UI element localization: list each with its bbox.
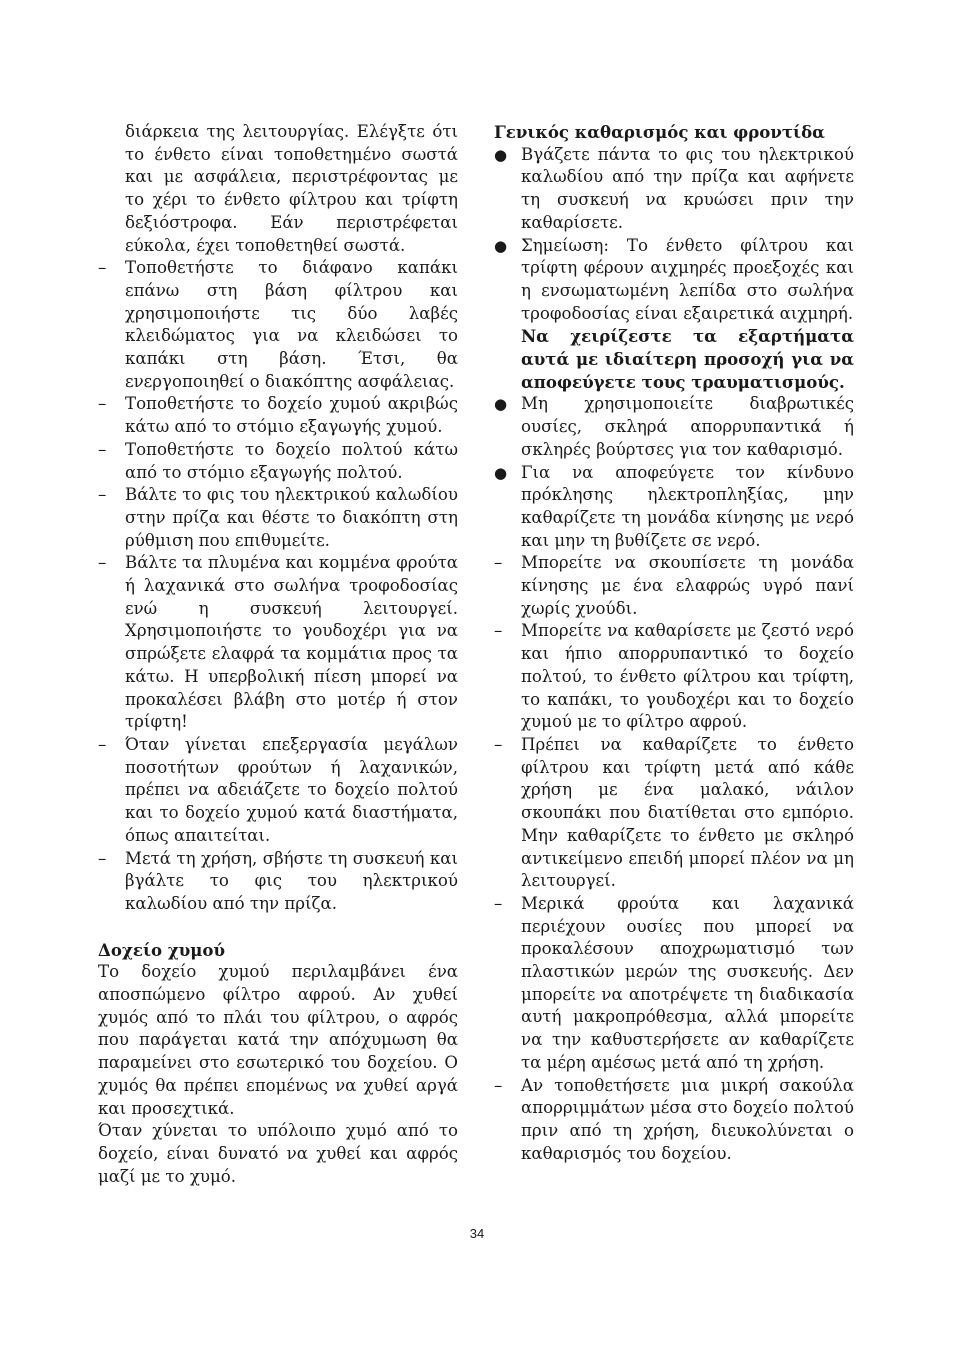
juice-paragraph-2: Όταν χύνεται το υπόλοιπο χυμό από το δοχείο, είναι δυνατό να χυθεί και αφρός μαζί με το χυμό. [98, 1121, 458, 1186]
warning-text: Να χειρίζεστε τα εξαρτήματα αυτά με ιδιαίτερη προσοχή για να αποφεύγετε τους τραυματισμούς. [521, 326, 854, 392]
dash-text: Μπορείτε να σκουπίσετε τη μονάδα κίνησης με ένα ελαφρώς υγρό πανί χωρίς χνούδι. [521, 553, 854, 618]
dash-marker: – [98, 394, 107, 414]
step-item [98, 552, 458, 734]
intro-paragraph [98, 121, 458, 257]
step-item [98, 848, 458, 916]
right-column [494, 121, 854, 1165]
dash-text: Μπορείτε να καθαρίσετε με ζεστό νερό και ήπιο απορρυπαντικό το δοχείο πολτού, το ένθετο φίλτρου και τρίφτη, το καπάκι, το γουδοχέρι και το δοχείο χυμού με το φίλτρο αφρού. [521, 621, 854, 732]
step-text: Όταν γίνεται επεξεργασία μεγάλων ποσοτήτων φρούτων ή λαχανικών, πρέπει να αδειάζετε το δοχείο πολτού και το δοχείο χυμού κατά διαστήματα, όπως απαιτείται. [125, 734, 458, 845]
section-spacer [98, 916, 458, 939]
bullet-item [494, 393, 854, 461]
bullet-marker: ● [494, 395, 508, 414]
step-item [98, 439, 458, 484]
step-text: Τοποθετήστε το δοχείο χυμού ακριβώς κάτω από το στόμιο εξαγωγής χυμού. [125, 394, 458, 437]
page-number: 34 [469, 1226, 485, 1241]
dash-marker: – [98, 848, 107, 868]
step-text: Τοποθετήστε το διάφανο καπάκι επάνω στη βάση φίλτρου και χρησιμοποιήστε τις δύο λαβές κλειδώματος για να κλειδώσει το καπάκι στη βάση. Έτσι, θα ενεργοποιηθεί ο διακόπτης ασφάλειας. [125, 258, 458, 391]
dash-item [494, 1075, 854, 1166]
bullet-text: Για να αποφεύγετε τον κίνδυνο πρόκλησης ηλεκτροπληξίας, μην καθαρίζετε τη μονάδα κίνησης με νερό και μην τη βυθίζετε σε νερό. [521, 462, 854, 550]
step-text: Τοποθετήστε το δοχείο πολτού κάτω από το στόμιο εξαγωγής πολτού. [125, 439, 458, 482]
bullet-item [494, 462, 854, 553]
step-text: Μετά τη χρήση, σβήστε τη συσκευή και βγάλτε το φις του ηλεκτρικού καλωδίου από την πρίζα. [125, 848, 458, 913]
dash-item [494, 552, 854, 620]
bullet-marker: ● [494, 145, 508, 164]
step-text: Βάλτε το φις του ηλεκτρικού καλωδίου στην πρίζα και θέστε το διακόπτη στη ρύθμιση που επιθυμείτε. [125, 485, 458, 550]
step-item [98, 734, 458, 848]
step-item [98, 393, 458, 438]
dash-marker: – [98, 439, 107, 459]
bullet-marker: ● [494, 463, 508, 482]
dash-marker: – [494, 621, 503, 641]
dash-marker: – [494, 893, 503, 913]
dash-item [494, 734, 854, 893]
juice-paragraph-1: Το δοχείο χυμού περιλαμβάνει ένα αποσπώμενο φίλτρο αφρού. Αν χυθεί χυμός από το πλάι του φίλτρου, ο αφρός που παράγεται κατά την απόχυμωση θα παραμείνει στο εσωτερικό του δοχείου. Ο χυμός θα πρέπει επομένως να χυθεί αργά και προσεχτικά. [98, 962, 458, 1118]
dash-text: Πρέπει να καθαρίζετε το ένθετο φίλτρου και τρίφτη μετά από κάθε χρήση με ένα μαλακό, νάιλον σκουπάκι που διατίθεται στο εμπόριο. Μην καθαρίζετε το ένθετο με σκληρό αντικείμενο επειδή μπορεί πλέον να μη λειτουργεί. [521, 734, 854, 891]
juice-container-heading: Δοχείο χυμού [98, 939, 225, 960]
dash-marker: – [98, 734, 107, 754]
dash-item [494, 620, 854, 734]
bullet-item [494, 144, 854, 235]
dash-marker: – [494, 1075, 503, 1095]
step-item [98, 484, 458, 552]
dash-marker: – [494, 734, 503, 754]
dash-marker: – [98, 485, 107, 505]
cleaning-heading: Γενικός καθαρισμός και φροντίδα [494, 122, 825, 142]
dash-marker: – [98, 258, 107, 278]
dash-text: Μερικά φρούτα και λαχανικά περιέχουν ουσίες που μπορεί να προκαλέσουν αποχρωματισμό των πλαστικών μερών της συσκευής. Δεν μπορείτε να αποτρέψετε τη διαδικασία αυτή μακροπρόθεσμα, αλλά μπορείτε να την καθυστερήσετε αν καθαρίζετε τα μέρη αμέσως μετά από τη χρήση. [521, 893, 854, 1072]
step-text: Βάλτε τα πλυμένα και κομμένα φρούτα ή λαχανικά στο σωλήνα τροφοδοσίας ενώ η συσκευή λειτουργεί. Χρησιμοποιήστε το γουδοχέρι για να σπρώξετε ελαφρά τα κομμάτια προς τα κάτω. Η υπερβολική πίεση μπορεί να προκαλέσει βλάβη στο μοτέρ ή στον τρίφτη! [125, 553, 458, 732]
intro-text: διάρκεια της λειτουργίας. Ελέγξτε ότι το ένθετο είναι τοποθετημένο σωστά και με ασφάλεια, περιστρέφοντας με το χέρι το ένθετο φίλτρου και τρίφτη δεξιόστροφα. Εάν περιστρέφεται εύκολα, έχει τοποθετηθεί σωστά. [125, 122, 458, 255]
bullet-marker: ● [494, 236, 508, 255]
left-column [98, 121, 458, 1188]
dash-item [494, 893, 854, 1075]
step-item [98, 257, 458, 393]
bullet-text: Βγάζετε πάντα το φις του ηλεκτρικού καλωδίου από την πρίζα και αφήνετε τη συσκευή να κρυώσει πριν την καθαρίσετε. [521, 144, 854, 232]
bullet-text: Σημείωση: Το ένθετο φίλτρου και τρίφτη φέρουν αιχμηρές προεξοχές και η ενσωματωμένη λεπίδα στο σωλήνα τροφοδοσίας είναι εξαιρετικά αιχμηρή. [521, 235, 854, 323]
dash-marker: – [494, 553, 503, 573]
dash-marker: – [98, 553, 107, 573]
bullet-item [494, 235, 854, 394]
dash-text: Αν τοποθετήσετε μια μικρή σακούλα απορριμμάτων μέσα στο δοχείο πολτού πριν από τη χρήση, διευκολύνεται ο καθαρισμός του δοχείου. [521, 1075, 855, 1163]
bullet-text: Μη χρησιμοποιείτε διαβρωτικές ουσίες, σκληρά απορρυπαντικά ή σκληρές βούρτσες για τον καθαρισμό. [521, 394, 854, 459]
